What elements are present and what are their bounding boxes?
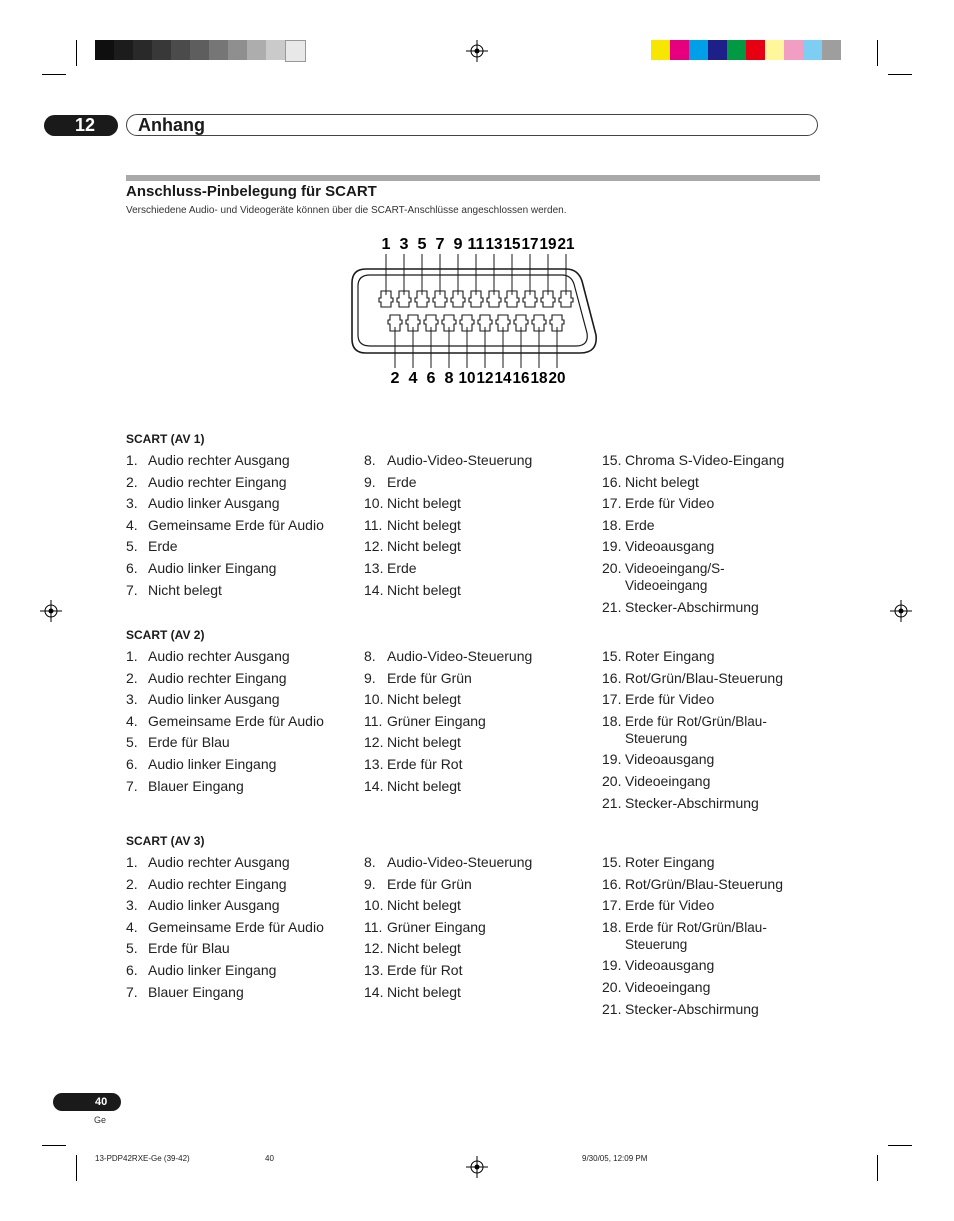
pin-list-item xyxy=(126,919,356,936)
section-divider xyxy=(126,175,820,181)
pin-list-item xyxy=(126,670,356,687)
pin-number: 12. xyxy=(364,940,384,957)
pin-list-item xyxy=(126,452,356,469)
pin-number: 21. xyxy=(602,794,622,811)
color-swatch xyxy=(651,40,670,60)
pin-number: 7. xyxy=(126,777,138,794)
pin-list-item xyxy=(364,648,594,665)
pin-number: 16. xyxy=(602,473,622,490)
crop-mark xyxy=(76,40,77,66)
pin-list-column xyxy=(364,648,594,799)
pin-number: 3. xyxy=(126,897,138,914)
pin-function: Audio rechter Ausgang xyxy=(148,648,290,664)
pin-number: 6. xyxy=(126,961,138,978)
gray-swatch xyxy=(190,40,209,60)
pin-list-item xyxy=(364,984,594,1001)
pin-list-column xyxy=(602,452,832,620)
pin-number: 19. xyxy=(602,751,622,768)
crop-mark xyxy=(42,1145,66,1146)
pin-function: Erde xyxy=(625,516,655,533)
pin-label-top: 5 xyxy=(417,236,427,253)
pin-list-item xyxy=(364,897,594,914)
registration-mark-icon xyxy=(466,1156,488,1178)
gray-swatch xyxy=(266,40,285,60)
pin-number: 10. xyxy=(364,691,384,708)
pin-number: 5. xyxy=(126,734,138,751)
pin-list-column xyxy=(126,648,356,799)
pin-function: Rot/Grün/Blau-Steuerung xyxy=(625,669,783,686)
pin-list-item xyxy=(602,560,832,594)
scart-group-title: SCART (AV 1) xyxy=(126,432,205,446)
pin-function: Roter Eingang xyxy=(625,648,715,664)
pin-function: Erde xyxy=(387,559,417,576)
pin-list-item xyxy=(364,495,594,512)
pin-number: 8. xyxy=(364,648,376,664)
pin-number: 11. xyxy=(364,516,383,533)
gray-swatch xyxy=(285,40,306,62)
pin-function: Nicht belegt xyxy=(625,473,699,490)
pin-function: Audio linker Ausgang xyxy=(148,897,280,914)
pin-list-item xyxy=(364,962,594,979)
pin-number: 1. xyxy=(126,452,138,468)
pin-number: 21. xyxy=(602,1000,622,1017)
pin-label-top: 1 xyxy=(381,236,391,253)
pin-list-item xyxy=(364,713,594,730)
pin-function: Erde für Rot/Grün/Blau-Steuerung xyxy=(625,919,767,952)
pin-number: 20. xyxy=(602,772,622,789)
pin-function: Audio linker Ausgang xyxy=(148,691,280,708)
pin-function: Erde für Rot/Grün/Blau-Steuerung xyxy=(625,713,767,746)
pin-function: Videoausgang xyxy=(625,538,715,555)
pin-number: 19. xyxy=(602,957,622,974)
pin-label-bottom: 12 xyxy=(476,370,494,387)
pin-list-item xyxy=(602,691,832,708)
pin-label-bottom: 14 xyxy=(494,370,512,387)
pin-function: Audio rechter Eingang xyxy=(148,669,287,686)
pin-label-bottom: 18 xyxy=(530,370,548,387)
pin-function: Nicht belegt xyxy=(387,983,461,1000)
pin-number: 19. xyxy=(602,538,622,555)
pin-number: 17. xyxy=(602,691,622,708)
pin-list-item xyxy=(126,582,356,599)
pin-function: Gemeinsame Erde für Audio xyxy=(148,918,324,935)
pin-number: 13. xyxy=(364,961,384,978)
pin-list-item xyxy=(602,670,832,687)
pin-label-bottom: 2 xyxy=(390,370,400,387)
pin-function: Videoeingang/S-Videoeingang xyxy=(625,560,725,593)
pin-list-item xyxy=(602,751,832,768)
pin-list-item xyxy=(126,734,356,751)
color-swatch xyxy=(670,40,689,60)
pin-list-column xyxy=(602,648,832,816)
pin-list-item xyxy=(126,474,356,491)
pin-label-top: 15 xyxy=(503,236,521,253)
pin-function: Rot/Grün/Blau-Steuerung xyxy=(625,875,783,892)
pin-list-item xyxy=(602,452,832,469)
pin-number: 1. xyxy=(126,648,138,664)
pin-list-item xyxy=(364,474,594,491)
pin-function: Audio rechter Ausgang xyxy=(148,854,290,870)
pin-function: Stecker-Abschirmung xyxy=(625,794,759,811)
section-description: Verschiedene Audio- und Videogeräte können über die SCART-Anschlüsse angeschlossen werden. xyxy=(126,205,567,216)
pin-list-item xyxy=(602,957,832,974)
pin-number: 6. xyxy=(126,559,138,576)
pin-function: Grüner Eingang xyxy=(387,918,486,935)
pin-list-item xyxy=(126,691,356,708)
crop-mark xyxy=(877,1155,878,1181)
gray-swatch xyxy=(171,40,190,60)
pin-number: 5. xyxy=(126,940,138,957)
chapter-header-bar xyxy=(126,114,818,136)
pin-function: Audio rechter Ausgang xyxy=(148,452,290,468)
pin-number: 17. xyxy=(602,495,622,512)
pin-label-top: 19 xyxy=(539,236,557,253)
pin-function: Chroma S-Video-Eingang xyxy=(625,452,785,468)
pin-list-column xyxy=(602,854,832,1022)
pin-function: Nicht belegt xyxy=(387,495,461,512)
pin-list-item xyxy=(602,919,832,953)
pin-function: Audio linker Ausgang xyxy=(148,495,280,512)
pin-function: Stecker-Abschirmung xyxy=(625,1000,759,1017)
pin-label-top: 3 xyxy=(399,236,409,253)
pin-function: Erde für Video xyxy=(625,691,715,708)
pin-number: 20. xyxy=(602,559,622,576)
pin-function: Nicht belegt xyxy=(387,940,461,957)
pin-function: Gemeinsame Erde für Audio xyxy=(148,712,324,729)
pin-number: 9. xyxy=(364,473,376,490)
pin-function: Erde für Blau xyxy=(148,940,230,957)
pin-list-item xyxy=(364,538,594,555)
gray-swatch xyxy=(228,40,247,60)
pin-number: 7. xyxy=(126,581,138,598)
pin-list-item xyxy=(364,670,594,687)
crop-mark xyxy=(76,1155,77,1181)
pin-list-item xyxy=(364,691,594,708)
registration-mark-icon xyxy=(40,600,62,622)
pin-function: Roter Eingang xyxy=(625,854,715,870)
pin-function: Nicht belegt xyxy=(387,516,461,533)
pin-list-item xyxy=(126,940,356,957)
pin-function: Erde für Video xyxy=(625,897,715,914)
footer-file: 13-PDP42RXE-Ge (39-42) xyxy=(95,1154,190,1163)
pin-list-item xyxy=(364,756,594,773)
pin-number: 2. xyxy=(126,875,138,892)
pin-function: Gemeinsame Erde für Audio xyxy=(148,516,324,533)
pin-function: Erde für Rot xyxy=(387,755,463,772)
pin-function: Nicht belegt xyxy=(387,777,461,794)
pin-list-item xyxy=(126,854,356,871)
pin-label-top: 7 xyxy=(435,236,445,253)
pin-label-bottom: 10 xyxy=(458,370,476,387)
pin-number: 6. xyxy=(126,755,138,772)
chapter-number-badge: 12 xyxy=(44,115,118,136)
pin-number: 11. xyxy=(364,712,383,729)
pin-number: 17. xyxy=(602,897,622,914)
gray-swatch xyxy=(133,40,152,60)
pin-list-item xyxy=(364,452,594,469)
pin-list-item xyxy=(364,734,594,751)
footer-timestamp: 9/30/05, 12:09 PM xyxy=(582,1154,648,1163)
pin-list-item xyxy=(364,919,594,936)
pin-number: 10. xyxy=(364,495,384,512)
scart-group-title: SCART (AV 3) xyxy=(126,834,205,848)
pin-function: Audio rechter Eingang xyxy=(148,875,287,892)
pin-number: 4. xyxy=(126,516,138,533)
pin-number: 9. xyxy=(364,875,376,892)
crop-mark xyxy=(42,74,66,75)
pin-number: 18. xyxy=(602,516,622,533)
pin-number: 13. xyxy=(364,559,384,576)
pin-list-item xyxy=(602,897,832,914)
pin-function: Erde für Grün xyxy=(387,669,472,686)
pin-number: 15. xyxy=(602,854,622,870)
pin-number: 8. xyxy=(364,854,376,870)
pin-number: 16. xyxy=(602,875,622,892)
pin-function: Audio linker Eingang xyxy=(148,755,277,772)
pin-function: Nicht belegt xyxy=(387,538,461,555)
pin-function: Videoeingang xyxy=(625,772,711,789)
pin-number: 13. xyxy=(364,755,384,772)
pin-function: Videoausgang xyxy=(625,957,715,974)
pin-number: 5. xyxy=(126,538,138,555)
pin-function: Audio linker Eingang xyxy=(148,961,277,978)
color-swatch xyxy=(708,40,727,60)
color-swatch xyxy=(822,40,841,60)
crop-mark xyxy=(888,1145,912,1146)
pin-list-item xyxy=(126,778,356,795)
pin-list-item xyxy=(602,979,832,996)
registration-mark-icon xyxy=(466,40,488,62)
pin-function: Erde für Video xyxy=(625,495,715,512)
pin-list-item xyxy=(602,795,832,812)
pin-number: 21. xyxy=(602,598,622,615)
pin-list-item xyxy=(364,778,594,795)
footer-page: 40 xyxy=(265,1154,274,1163)
color-swatch xyxy=(803,40,822,60)
pin-number: 3. xyxy=(126,495,138,512)
color-swatch xyxy=(746,40,765,60)
pin-function: Erde für Grün xyxy=(387,875,472,892)
section-title: Anschluss-Pinbelegung für SCART xyxy=(126,183,377,200)
pin-list-item xyxy=(364,940,594,957)
pin-list-item xyxy=(126,538,356,555)
pin-list-item xyxy=(126,560,356,577)
pin-label-bottom: 16 xyxy=(512,370,530,387)
gray-swatch xyxy=(95,40,114,60)
pin-function: Nicht belegt xyxy=(148,581,222,598)
pin-function: Nicht belegt xyxy=(387,691,461,708)
gray-swatch xyxy=(209,40,228,60)
crop-mark xyxy=(888,74,912,75)
pin-function: Audio linker Eingang xyxy=(148,559,277,576)
pin-number: 11. xyxy=(364,918,383,935)
registration-mark-icon xyxy=(890,600,912,622)
pin-number: 18. xyxy=(602,918,622,935)
pin-number: 12. xyxy=(364,538,384,555)
pin-function: Nicht belegt xyxy=(387,897,461,914)
pin-number: 2. xyxy=(126,473,138,490)
pin-number: 10. xyxy=(364,897,384,914)
pin-function: Grüner Eingang xyxy=(387,712,486,729)
pin-label-top: 17 xyxy=(521,236,539,253)
pin-list-item xyxy=(602,538,832,555)
pin-number: 15. xyxy=(602,648,622,664)
pin-function: Nicht belegt xyxy=(387,734,461,751)
gray-swatch xyxy=(247,40,266,60)
pin-number: 3. xyxy=(126,691,138,708)
pin-number: 8. xyxy=(364,452,376,468)
pin-number: 20. xyxy=(602,978,622,995)
scart-group-title: SCART (AV 2) xyxy=(126,628,205,642)
pin-function: Blauer Eingang xyxy=(148,777,244,794)
pin-list-item xyxy=(126,648,356,665)
pin-function: Stecker-Abschirmung xyxy=(625,598,759,615)
pin-number: 12. xyxy=(364,734,384,751)
pin-function: Erde für Rot xyxy=(387,961,463,978)
pin-list-item xyxy=(126,495,356,512)
pin-list-item xyxy=(602,495,832,512)
chapter-title: Anhang xyxy=(138,115,205,135)
pin-list-item xyxy=(602,474,832,491)
color-swatch xyxy=(689,40,708,60)
pin-label-top: 9 xyxy=(453,236,463,253)
pin-list-item xyxy=(126,756,356,773)
pin-list-item xyxy=(364,582,594,599)
pin-list-item xyxy=(602,517,832,534)
color-swatch xyxy=(727,40,746,60)
pin-function: Audio-Video-Steuerung xyxy=(387,452,533,468)
pin-function: Audio rechter Eingang xyxy=(148,473,287,490)
pin-function: Erde für Blau xyxy=(148,734,230,751)
pin-function: Audio-Video-Steuerung xyxy=(387,854,533,870)
pin-number: 9. xyxy=(364,669,376,686)
pin-label-bottom: 4 xyxy=(408,370,418,387)
page-number-badge: 40 xyxy=(53,1093,121,1111)
pin-list-column xyxy=(126,452,356,603)
pin-list-item xyxy=(126,897,356,914)
pin-list-item xyxy=(602,713,832,747)
pin-function: Erde xyxy=(148,538,178,555)
pin-number: 4. xyxy=(126,712,138,729)
pin-number: 14. xyxy=(364,983,384,1000)
pin-list-column xyxy=(364,854,594,1005)
pin-list-item xyxy=(126,962,356,979)
pin-function: Nicht belegt xyxy=(387,581,461,598)
pin-number: 1. xyxy=(126,854,138,870)
pin-number: 4. xyxy=(126,918,138,935)
pin-list-item xyxy=(602,648,832,665)
color-swatch xyxy=(765,40,784,60)
color-swatch xyxy=(784,40,803,60)
pin-number: 15. xyxy=(602,452,622,468)
pin-list-item xyxy=(364,560,594,577)
pin-list-column xyxy=(126,854,356,1005)
pin-list-item xyxy=(364,517,594,534)
pin-function: Videoausgang xyxy=(625,751,715,768)
pin-number: 16. xyxy=(602,669,622,686)
pin-list-item xyxy=(602,773,832,790)
pin-label-top: 21 xyxy=(557,236,575,253)
pin-number: 14. xyxy=(364,777,384,794)
pin-list-item xyxy=(602,876,832,893)
gray-swatch xyxy=(114,40,133,60)
pin-list-item xyxy=(126,984,356,1001)
pin-list-item xyxy=(364,854,594,871)
pin-function: Videoeingang xyxy=(625,978,711,995)
pin-number: 2. xyxy=(126,669,138,686)
pin-list-item xyxy=(602,1001,832,1018)
gray-swatch xyxy=(152,40,171,60)
crop-mark xyxy=(877,40,878,66)
scart-housing-outer xyxy=(352,269,596,353)
pin-label-bottom: 8 xyxy=(444,370,454,387)
scart-housing-inner xyxy=(358,275,587,346)
pin-number: 18. xyxy=(602,712,622,729)
pin-function: Blauer Eingang xyxy=(148,983,244,1000)
scart-connector-diagram xyxy=(340,225,610,390)
pin-number: 14. xyxy=(364,581,384,598)
page-language-code: Ge xyxy=(94,1115,107,1125)
pin-list-item xyxy=(602,854,832,871)
pin-list-item xyxy=(126,713,356,730)
pin-function: Audio-Video-Steuerung xyxy=(387,648,533,664)
pin-label-bottom: 20 xyxy=(548,370,566,387)
pin-function: Erde xyxy=(387,473,417,490)
pin-list-item xyxy=(602,599,832,616)
pin-list-item xyxy=(364,876,594,893)
pin-label-bottom: 6 xyxy=(426,370,436,387)
pin-label-top: 13 xyxy=(485,236,503,253)
pin-label-top: 11 xyxy=(467,236,485,253)
pin-list-column xyxy=(364,452,594,603)
pin-number: 7. xyxy=(126,983,138,1000)
pin-list-item xyxy=(126,517,356,534)
pin-list-item xyxy=(126,876,356,893)
